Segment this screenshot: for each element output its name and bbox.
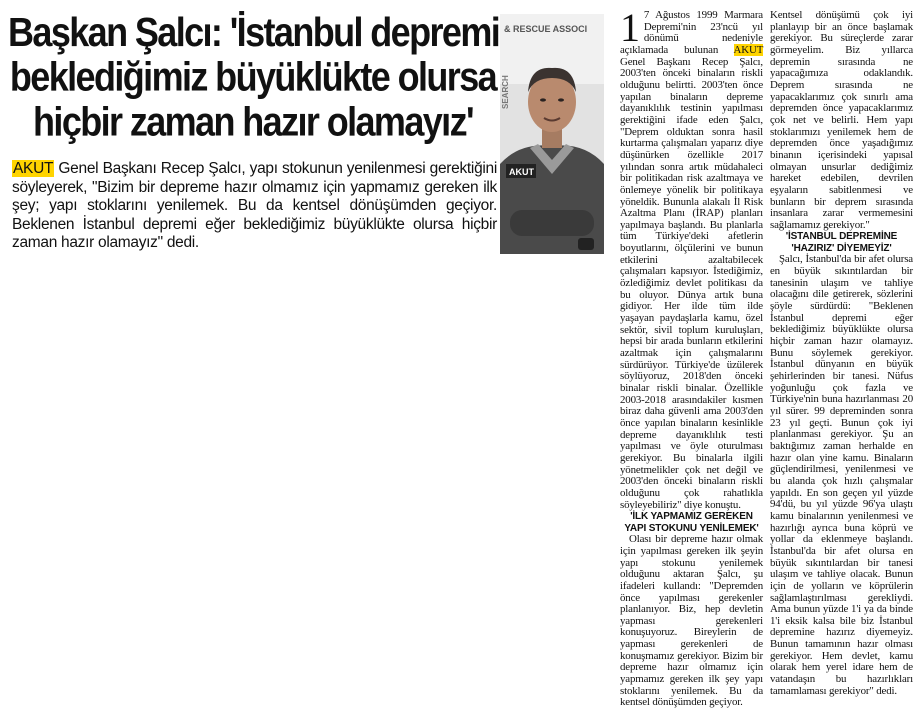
subheading-2: 'İSTANBUL DEPREMİNE 'HAZIRIZ' DİYEMEYİZ' xyxy=(785,231,898,254)
paragraph-1-start: 7 Ağustos 1999 Marmara Depremi'nin 23'ncü yıl dönümü nedeniyle açıklamada bulunan xyxy=(620,9,763,56)
paragraph-1 xyxy=(620,5,763,511)
subheading-1: 'İLK YAPMAMIZ GEREKEN YAPI STOKUNU YENİLEMEK' xyxy=(624,511,759,534)
chest-badge-text: AKUT xyxy=(509,167,534,177)
article-column-1 xyxy=(620,5,763,709)
paragraph-2: Olası bir depreme hazır olmak için yapılması gereken ilk şeyin yapı stokunu yenilemek olduğunu aktaran Şalcı, şu ifadeleri kullandı: "Depremden önce yapılması gerekenler planlanıyor. Biz, hep devletin yapması gerekenleri konuşuyoruz. Bireylerin de yapması gerekenleri de konuşmamız gerekiyor. Bizim bir depreme hazır olmamız için yapmamız gereken ilk şey yapı stoklarını yenilemek. Bu da kentsel dönüşümden geçiyor. xyxy=(620,533,763,709)
headline-line-2: beklediğimiz büyüklükte olursa xyxy=(9,53,497,100)
paragraph-3: Kentsel dönüşümü çok iyi planlayıp bir an önce başlamak gerekiyor. Bu süreçlerde zarar görmeyelim. Biz yıllarca depremin sırasında ne yapacağımıza odaklandık. Deprem sırasında ne yapacaklarımız çok sınırlı ama depremden önce yapacaklarımız çok net ve belirli. Hem yapı stoklarımızı yenilemek hem de depremden önce yaşadığımız binanın içerisindeki yapısal olmayan unsurlar dediğimiz hareket edebilen, devrilen eşyaların sabitlenmesi ve bunların bir deprem sırasında insanlara zarar vermemesini sağlamamız gerekiyor." xyxy=(770,9,913,231)
paragraph-4: Şalcı, İstanbul'da bir afet olursa en büyük sıkıntılardan bir tanesinin ulaşım ve tahliye olacağını dile getirerek, sözlerini şöyle sürdürdü: "Beklenen İstanbul depremi eğer beklediğimiz büyüklükte olursa hiçbir zaman hazır olamayız. Bunu söylemek gerekiyor. İstanbul dünyanın en büyük şehirlerinden bir tanesi. Nüfus yoğunluğu çok fazla ve Türkiye'nin buna hazırlanması 20 yıl sürer. 99 depreminden sonra 23 yıl geçti. Bunun çok iyi planlanması gerekiyor. Şu an baktığımız zaman herhalde en hazır olan yine kamu. Binaların güçlendirilmesi, yenilenmesi ve bu alanda çok hızlı çalışmalar yapıldı. En son geçen yıl yüzde 94'dü, bu yıl yüzde 96'ya ulaştı kamu binalarının yenilenmesi ve hazırlığı ayrıca buna köprü ve yollar da eklenmeye başlandı. İstanbul'da bir afet olursa en büyük sıkıntılardan bir tanesi ulaşım ve tahliye olacak. Bunun için de yolların ve köprülerin sağlamlaştırılması gerekliydi. Ama bunun yüzde 1'i ya da binde 1'i eksik kalsa bile biz İstanbul depremine hazırız diyemeyiz. Bunun tamamının hazır olması gerekiyor. Hem devlet, kamu olarak hem yerel idare hem de vatandaşın bu hazırlıkları tamamlaması gerekiyor" dedi. xyxy=(770,253,913,697)
portrait-illustration xyxy=(500,14,604,254)
headline-line-1: Başkan Şalcı: 'İstanbul depremi xyxy=(8,8,500,55)
lead-text: Genel Başkanı Recep Şalcı, yapı stokunun yenilenmesi gerektiğini söyleyerek, "Bizim bir depreme hazır olmamız için yapmamız gereken ilk şey; yapı stoklarını yenilemek. Bu da kentsel dönüşümden geçiyor. Beklenen İstanbul depremi eğer beklediğimiz büyüklükte olursa hiçbir zaman hazır olamayız" dedi. xyxy=(12,160,497,252)
badge-top-text: & RESCUE ASSOCI xyxy=(504,24,588,34)
lead-paragraph xyxy=(12,160,497,253)
headline xyxy=(8,10,498,144)
badge-side-text: SEARCH xyxy=(501,75,510,109)
dropcap: 1 xyxy=(620,5,640,50)
lead-org-highlight: AKUT xyxy=(13,160,54,177)
paragraph-1-rest: Genel Başkanı Recep Şalcı, 2003'ten önceki binaların riskli olduğunu belirtti. 2003'ten önce yapılan binaların depreme dayanıklılık testinin yapılması gerektiğini ifade eden Şalcı, "Deprem olduktan sonra hasil kurtarma çalışmaları yaparız diye düşünürken özellikle 2017 yılından sonra artık müdahaleci bir politikadan risk azaltmaya ve önlemeye yönelik bir politikaya yöneldik. Bununla alakalı İl Risk Azaltma Planı (İRAP) planları yapılmaya başlandı. Bu planlarla tüm Türkiye'deki afetlerin boyutlarını, ölçülerini ve bunun etkilerini azaltabilecek çalışmaları kapsıyor. İstediğimiz, özlediğimiz devlet politikası da bu oluyor. Dünya artık buna gidiyor. Her ilde tüm ilde yaşayan paydaşlarla kamu, özel sektör, sivil toplum kuruluşları, hepsi bir arada bunların etkilerini azaltmak için çalışmalarını sürdürüyor. Türkiye'de üzülerek söylüyoruz, 2018'den önceki binalar riskli binalar. Özellikle 2003-2018 arasındakiler kısmen biraz daha güvenli ama 2003'den önce yapılan binaların kesinlikle depreme dayanıklılık testi yapılması ve öyle oturulması gerekiyor. Bu binalarla ilgili yönetmelikler çok net değil ve 2003'den önceki binaların riskli olduğunu çok rahatlıkla söyleyebiliriz" diye konuştu. xyxy=(620,55,763,511)
paragraph-1-org-highlight: AKUT xyxy=(733,43,763,56)
portrait-photo xyxy=(500,14,604,254)
headline-line-3: hiçbir zaman hazır olamayız' xyxy=(33,98,473,145)
article-column-2 xyxy=(770,10,913,697)
